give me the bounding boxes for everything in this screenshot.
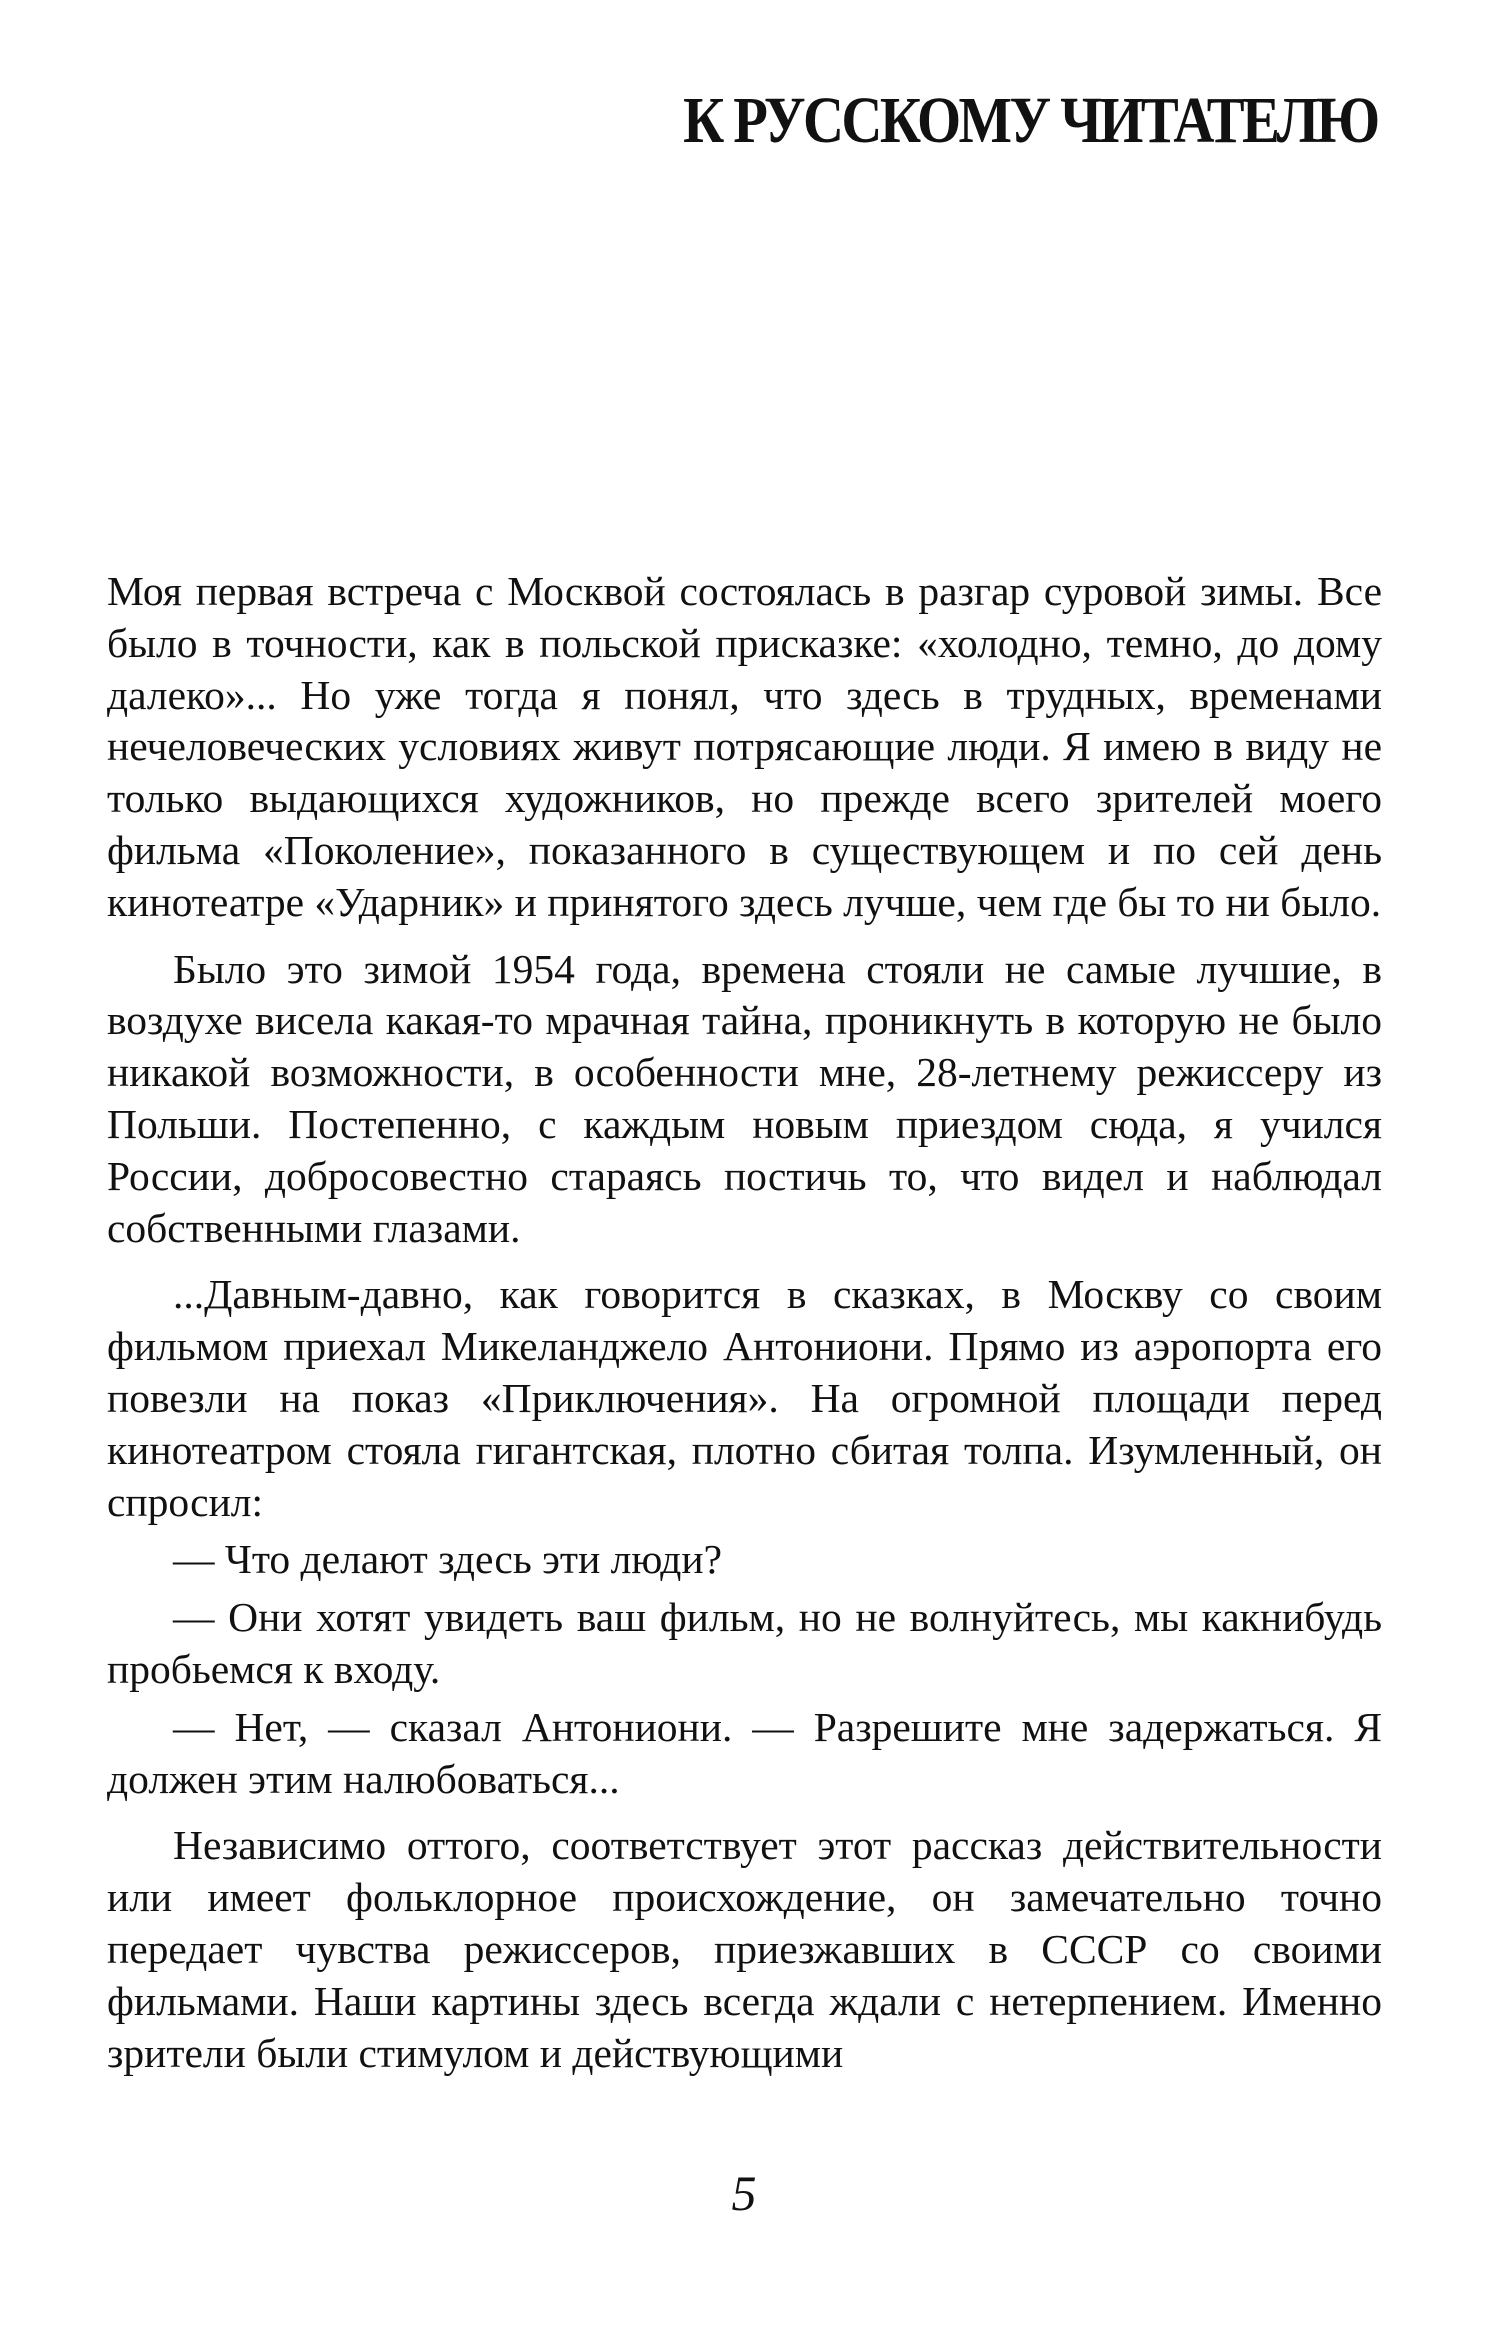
chapter-heading: К РУССКОМУ ЧИТАТЕЛЮ [683, 84, 1378, 157]
paragraph-2: Было это зимой 1954 года, времена стояли не самые лучшие, в воздухе висела какая-то мрачная тайна, проникнуть в которую не было никакой возможности, в особенности мне, 28-летнему режиссеру из Польши. Постепенно, с каждым новым приездом сюда, я учился России, добросовестно стараясь постичь то, что видел и наблюдал собственными глазами. [107, 945, 1382, 1251]
paragraph-1: Моя первая встреча с Москвой состоялась в разгар суровой зимы. Все было в точности, как в польской присказке: «холодно, темно, до дому далеко»... Но уже тогда я понял, что здесь в трудных, временами нечеловеческих условиях живут потрясающие люди. Я имею в виду не только выдающихся художников, но прежде всего зрителей моего фильма «Поколение», показанного в существующем и по сей день кинотеатре «Ударник» и принятого здесь лучше, чем где бы то ни было. [107, 568, 1382, 925]
paragraph-3: ...Давным-давно, как говорится в сказках, в Москву со своим фильмом приехал Микеланджело Антониони. Прямо из аэропорта его повезли на показ «Приключения». На огромной площади перед кинотеатром стояла гигантская, плотно сбитая толпа. Изумленный, он спросил: [107, 1271, 1382, 1525]
paragraph-4: Независимо оттого, соответствует этот рассказ действительности или имеет фольклорное происхождение, он замечательно точно передает чувства режиссеров, приезжавших в СССР со своими фильмами. Наши картины здесь всегда ждали с нетерпением. Именно зрители были стимулом и действующими [107, 1822, 1382, 2076]
dialogue-line-2: — Они хотят увидеть ваш фильм, но не волнуйтесь, мы какнибудь пробьемся к входу. [107, 1594, 1382, 1692]
body-text [107, 566, 1382, 2094]
dialogue-line-3: — Нет, — сказал Антониони. — Разрешите мне задержаться. Я должен этим налюбоваться... [107, 1703, 1382, 1802]
page-number: 5 [731, 2165, 757, 2221]
dialogue-line-1: — Что делают здесь эти люди? [173, 1536, 723, 1583]
